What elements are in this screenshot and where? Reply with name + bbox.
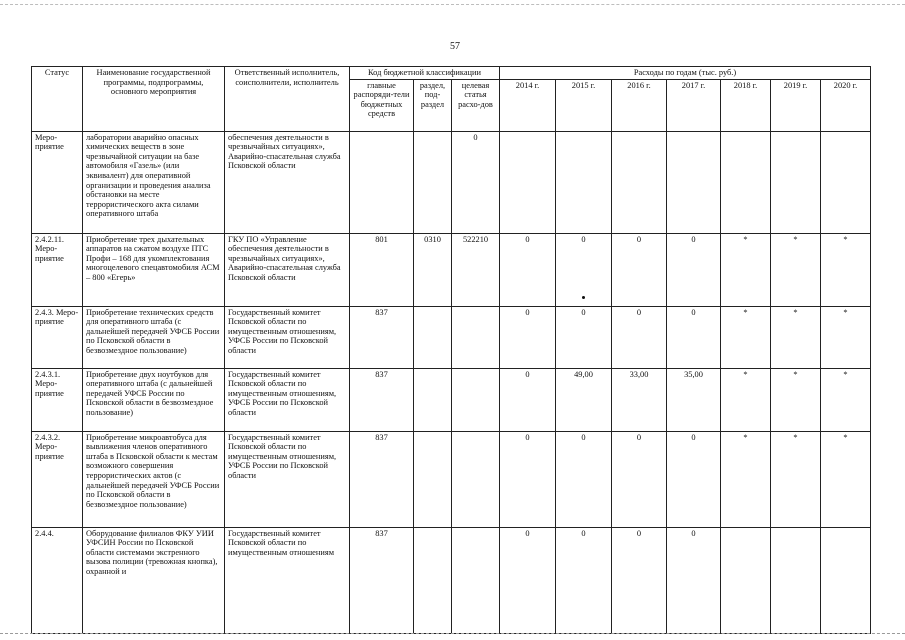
- row-value-2015: 0: [556, 306, 612, 368]
- row-value-2017: 0: [667, 233, 721, 306]
- row-celevaya: [452, 527, 500, 633]
- row-value-2017: [667, 131, 721, 233]
- table-row: [32, 368, 871, 431]
- row-glavnye: 837: [350, 431, 414, 527]
- row-value-2018: *: [721, 306, 771, 368]
- row-value-2015: 0: [556, 431, 612, 527]
- budget-table: [31, 66, 871, 634]
- row-value-2014: [500, 131, 556, 233]
- header-year-2016: 2016 г.: [612, 79, 667, 131]
- row-value-2016: 0: [612, 306, 667, 368]
- row-razdel: [414, 306, 452, 368]
- scan-edge-top: [0, 4, 905, 5]
- row-value-2017: 0: [667, 306, 721, 368]
- row-value-2018: *: [721, 233, 771, 306]
- row-glavnye: 837: [350, 368, 414, 431]
- row-glavnye: 837: [350, 527, 414, 633]
- row-executor: ГКУ ПО «Управление обеспечения деятельности в чрезвычайных ситуациях», Аварийно-спасательная служба Псковской области: [225, 233, 350, 306]
- row-executor: Государственный комитет Псковской области по имущественным отношениям, УФСБ России по Псковской области: [225, 431, 350, 527]
- row-name: Приобретение двух ноутбуков для оперативного штаба (с дальнейшей передачей УФСБ России по Псковской области в безвозмездное пользование): [83, 368, 225, 431]
- row-status: 2.4.2.11. Меро-приятие: [32, 233, 83, 306]
- row-value-2019: [771, 527, 821, 633]
- row-value-2020: [821, 131, 871, 233]
- row-value-2017: 0: [667, 431, 721, 527]
- row-value-2019: *: [771, 306, 821, 368]
- row-value-2018: [721, 131, 771, 233]
- table-row: [32, 431, 871, 527]
- row-status: 2.4.4.: [32, 527, 83, 633]
- row-value-2015: [556, 233, 612, 306]
- row-value-2018: *: [721, 431, 771, 527]
- row-value-2014: 0: [500, 368, 556, 431]
- header-row-1: [32, 67, 871, 80]
- row-value-2017: 0: [667, 527, 721, 633]
- row-value-2016: 0: [612, 431, 667, 527]
- row-value-2014: 0: [500, 306, 556, 368]
- value-text: 0: [581, 234, 586, 244]
- row-value-2019: *: [771, 233, 821, 306]
- header-year-2019: 2019 г.: [771, 79, 821, 131]
- row-value-2019: *: [771, 368, 821, 431]
- row-glavnye: 837: [350, 306, 414, 368]
- header-celevaya: целевая статья расхо-дов: [452, 79, 500, 131]
- row-glavnye: [350, 131, 414, 233]
- row-value-2020: [821, 527, 871, 633]
- row-value-2019: [771, 131, 821, 233]
- row-name: лаборатории аварийно опасных химических веществ в зоне чрезвычайной ситуации на базе автомобиля «Газель» (или эквивалент) для оперативной организации и проведения анализа обстановки на месте террористического акта силами оперативного штаба: [83, 131, 225, 233]
- row-celevaya: [452, 368, 500, 431]
- table-row: [32, 527, 871, 633]
- row-value-2020: *: [821, 431, 871, 527]
- row-name: Оборудование филиалов ФКУ УИИ УФСИН России по Псковской области системами экстренного вызова полиции (тревожная кнопка), охранной и: [83, 527, 225, 633]
- row-value-2017: 35,00: [667, 368, 721, 431]
- row-name: Приобретение микроавтобуса для вывлижения членов оперативного штаба в Псковской области к местам возможного совершения террористических актов (с дальнейшей передачей УФСБ России по Псковской области в безвозмездное пользование): [83, 431, 225, 527]
- row-value-2015: 0: [556, 527, 612, 633]
- header-year-2017: 2017 г.: [667, 79, 721, 131]
- row-value-2015: 49,00: [556, 368, 612, 431]
- row-status: Меро-приятие: [32, 131, 83, 233]
- page-number: 57: [450, 41, 460, 52]
- row-value-2016: [612, 131, 667, 233]
- row-status: 2.4.3.2. Меро-приятие: [32, 431, 83, 527]
- header-name: Наименование государственной программы, подпрограммы, основного мероприятия: [83, 67, 225, 132]
- row-value-2018: *: [721, 368, 771, 431]
- row-celevaya: [452, 431, 500, 527]
- row-value-2019: *: [771, 431, 821, 527]
- row-razdel: 0310: [414, 233, 452, 306]
- row-razdel: [414, 431, 452, 527]
- row-celevaya: [452, 306, 500, 368]
- scan-edge-bottom: [0, 633, 905, 634]
- header-executor: Ответственный исполнитель, соисполнители, исполнитель: [225, 67, 350, 132]
- table-row: [32, 306, 871, 368]
- row-razdel: [414, 527, 452, 633]
- header-year-2020: 2020 г.: [821, 79, 871, 131]
- row-value-2014: 0: [500, 527, 556, 633]
- header-year-2015: 2015 г.: [556, 79, 612, 131]
- header-budget-code: Код бюджетной классификации: [350, 67, 500, 80]
- table-row: [32, 233, 871, 306]
- header-razdel: раздел, под-раздел: [414, 79, 452, 131]
- row-value-2016: 33,00: [612, 368, 667, 431]
- row-value-2014: 0: [500, 431, 556, 527]
- row-celevaya: 0: [452, 131, 500, 233]
- header-year-2018: 2018 г.: [721, 79, 771, 131]
- row-status: 2.4.3.1. Меро-приятие: [32, 368, 83, 431]
- row-celevaya: 522210: [452, 233, 500, 306]
- row-value-2015: [556, 131, 612, 233]
- row-name: Приобретение трех дыхательных аппаратов на сжатом воздухе ПТС Профи – 168 для укомплектования многоцелевого спецавтомобиля АСМ – 800 «Егерь»: [83, 233, 225, 306]
- row-value-2018: [721, 527, 771, 633]
- row-executor: Государственный комитет Псковской области по имущественным отношениям: [225, 527, 350, 633]
- scan-dot-mark: [582, 296, 585, 299]
- row-value-2020: *: [821, 233, 871, 306]
- row-razdel: [414, 131, 452, 233]
- row-executor: обеспечения деятельности в чрезвычайных ситуациях», Аварийно-спасательная служба Псковской области: [225, 131, 350, 233]
- row-value-2014: 0: [500, 233, 556, 306]
- row-glavnye: 801: [350, 233, 414, 306]
- header-glavnye: главные распоряди-тели бюджетных средств: [350, 79, 414, 131]
- row-name: Приобретение технических средств для оперативного штаба (с дальнейшей передачей УФСБ России по Псковской области в безвозмездное пользование): [83, 306, 225, 368]
- row-value-2020: *: [821, 368, 871, 431]
- row-value-2016: 0: [612, 233, 667, 306]
- row-razdel: [414, 368, 452, 431]
- row-executor: Государственный комитет Псковской области по имущественным отношениям, УФСБ России по Псковской области: [225, 368, 350, 431]
- header-status: Статус: [32, 67, 83, 132]
- header-year-2014: 2014 г.: [500, 79, 556, 131]
- header-expenses: Расходы по годам (тыс. руб.): [500, 67, 871, 80]
- row-value-2020: *: [821, 306, 871, 368]
- row-value-2016: 0: [612, 527, 667, 633]
- row-executor: Государственный комитет Псковской области по имущественным отношениям, УФСБ России по Псковской области: [225, 306, 350, 368]
- table-row: [32, 131, 871, 233]
- row-status: 2.4.3. Меро-приятие: [32, 306, 83, 368]
